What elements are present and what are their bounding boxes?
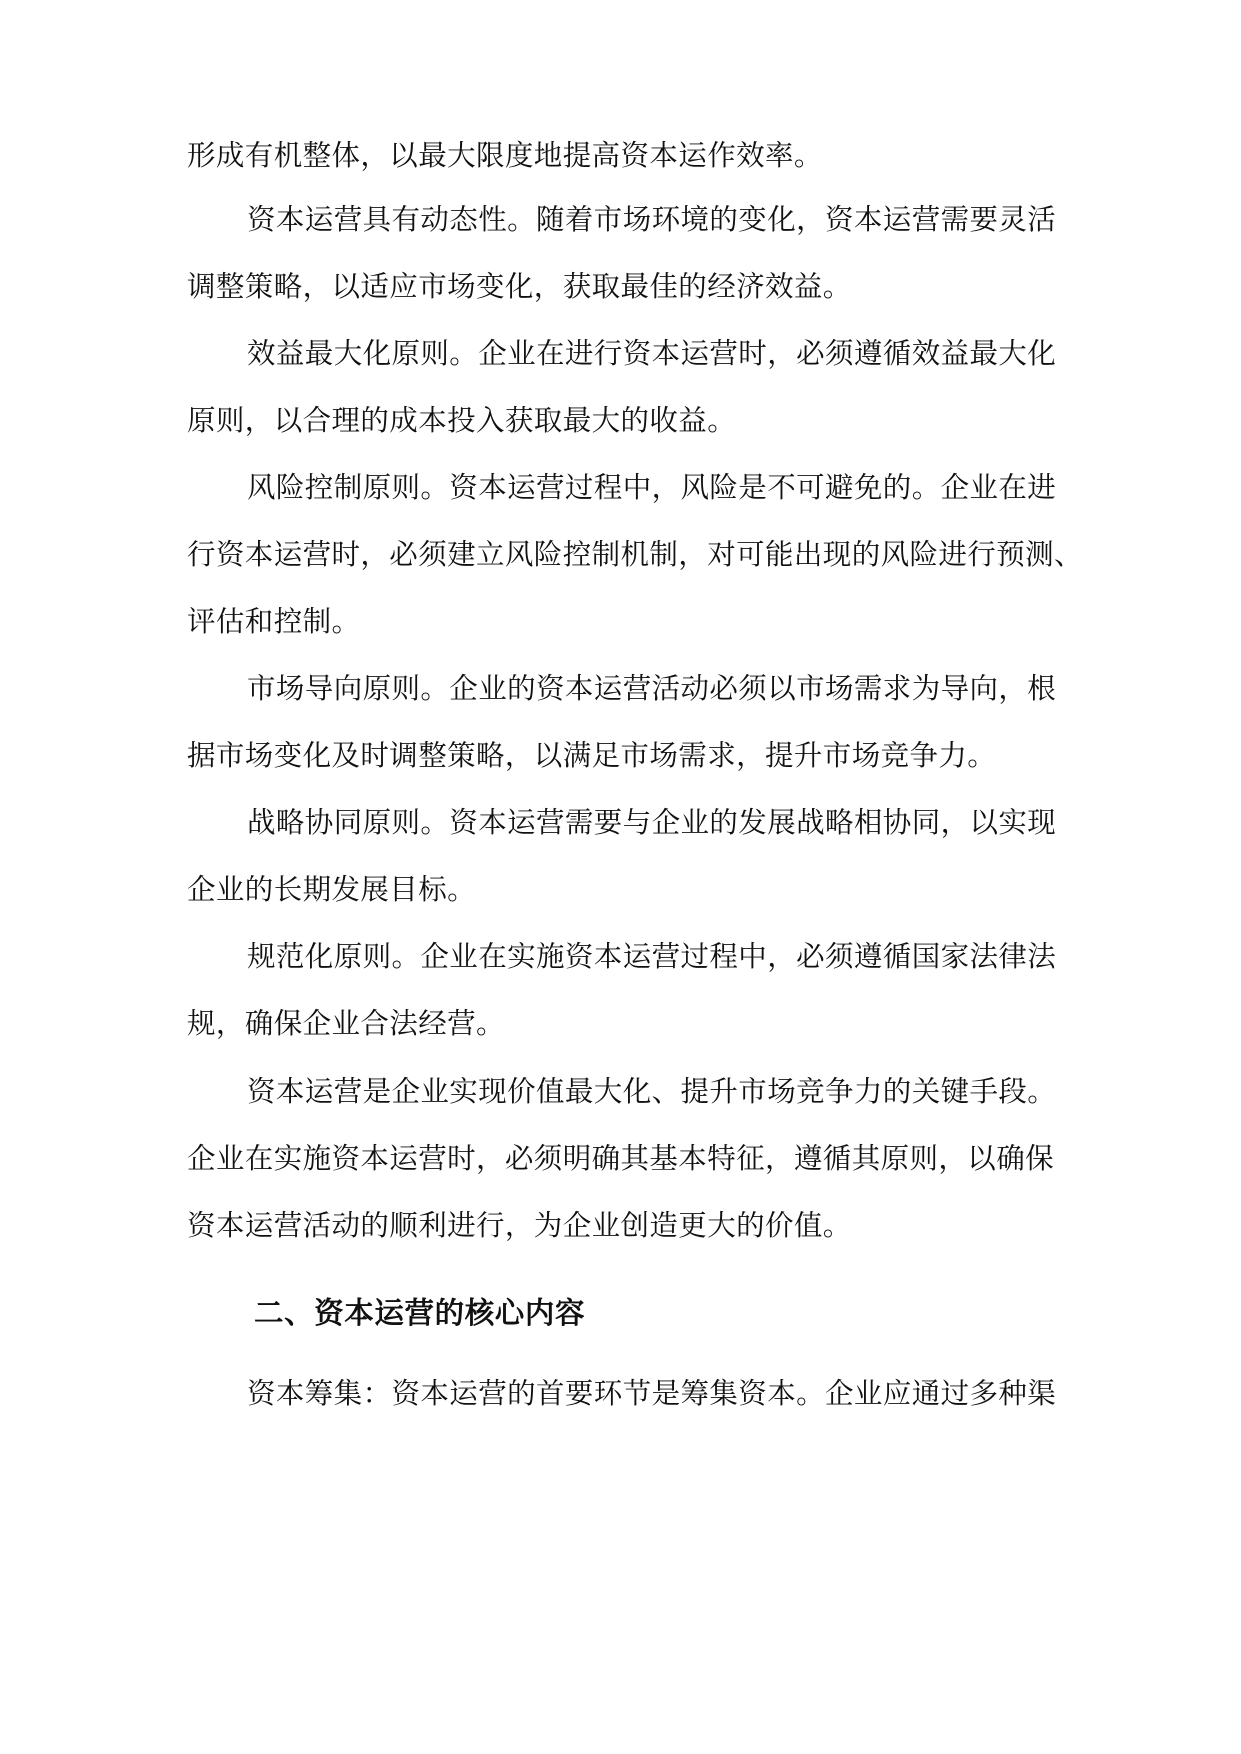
paragraph-line: 形成有机整体，以最大限度地提高资本运作效率。 — [187, 139, 823, 172]
paragraph-line: 规，确保企业合法经营。 — [187, 1007, 505, 1040]
paragraph-line: 市场导向原则。企业的资本运营活动必须以市场需求为导向，根 — [247, 672, 1057, 705]
paragraph-line: 企业在实施资本运营时，必须明确其基本特征，遵循其原则，以确保 — [187, 1142, 1055, 1175]
paragraph-line: 原则，以合理的成本投入获取最大的收益。 — [187, 404, 737, 437]
paragraph-line: 战略协同原则。资本运营需要与企业的发展战略相协同，以实现 — [247, 806, 1057, 839]
paragraph-line: 调整策略，以适应市场变化，获取最佳的经济效益。 — [187, 270, 852, 303]
paragraph-line: 资本运营是企业实现价值最大化、提升市场竞争力的关键手段。 — [247, 1075, 1057, 1108]
paragraph-line: 据市场变化及时调整策略，以满足市场需求，提升市场竞争力。 — [187, 739, 997, 772]
paragraph-line: 效益最大化原则。企业在进行资本运营时，必须遵循效益最大化 — [247, 337, 1057, 370]
paragraph-line: 规范化原则。企业在实施资本运营过程中，必须遵循国家法律法 — [247, 940, 1057, 973]
paragraph-line: 企业的长期发展目标。 — [187, 873, 477, 906]
paragraph-line: 资本运营活动的顺利进行，为企业创造更大的价值。 — [187, 1209, 852, 1242]
paragraph-line: 资本运营具有动态性。随着市场环境的变化，资本运营需要灵活 — [247, 203, 1057, 236]
paragraph-line: 资本筹集：资本运营的首要环节是筹集资本。企业应通过多种渠 — [247, 1377, 1057, 1410]
paragraph-line: 行资本运营时，必须建立风险控制机制，对可能出现的风险进行预测、 — [187, 538, 1083, 571]
paragraph-line: 评估和控制。 — [187, 605, 361, 638]
section-heading: 二、资本运营的核心内容 — [254, 1296, 586, 1330]
paragraph-line: 风险控制原则。资本运营过程中，风险是不可避免的。企业在进 — [247, 471, 1057, 504]
